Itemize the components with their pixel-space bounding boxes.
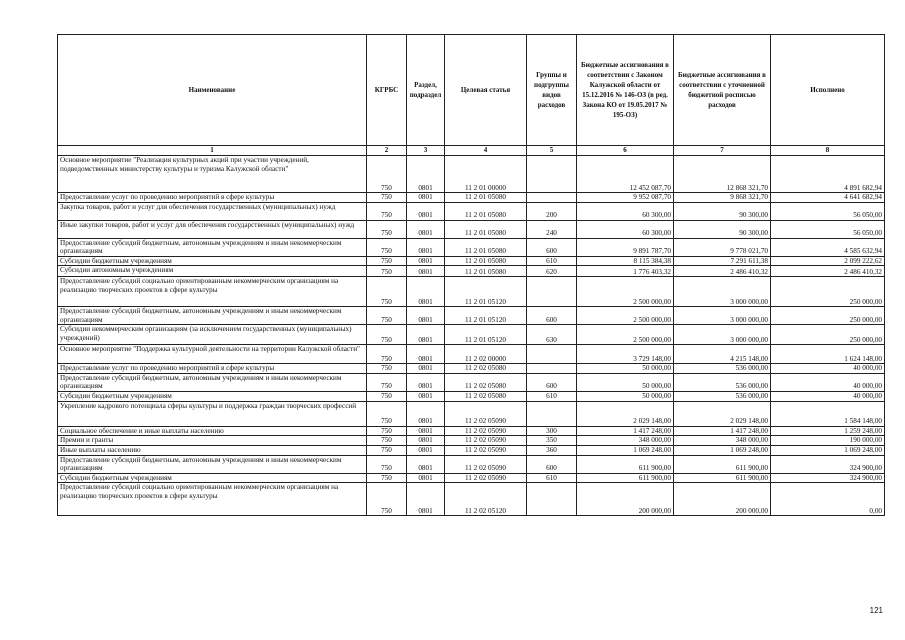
table-cell-assign-refined: 536 000,00 — [674, 364, 771, 374]
table-cell-section: 0801 — [407, 202, 445, 220]
table-cell-target: 11 2 01 05120 — [445, 325, 527, 345]
table-cell-target: 11 2 01 05080 — [445, 193, 527, 203]
table-row — [58, 455, 885, 473]
table-cell-assign-refined: 90 300,00 — [674, 220, 771, 238]
table-cell-group — [527, 277, 577, 307]
table-cell-target: 11 2 02 05090 — [445, 445, 527, 455]
table-cell-assign-refined: 1 069 248,00 — [674, 445, 771, 455]
table-cell-executed: 4 585 632,94 — [771, 238, 885, 256]
table-cell-executed: 56 050,00 — [771, 220, 885, 238]
table-cell-target: 11 2 02 05090 — [445, 473, 527, 483]
table-cell-section: 0801 — [407, 445, 445, 455]
table-cell-assign-law: 1 776 403,32 — [577, 266, 674, 277]
table-cell-kgrbs: 750 — [367, 325, 407, 345]
table-cell-kgrbs: 750 — [367, 401, 407, 426]
table-cell-name: Основное мероприятие "Реализация культурных акций при участии учреждений, подведомственных министерству культуры и туризма Калужской области" — [58, 156, 367, 193]
col-num: 1 — [58, 146, 367, 156]
header-assign-refined: Бюджетные ассигнования в соответствии с уточненной бюджетной росписью расходов — [674, 35, 771, 146]
table-cell-section: 0801 — [407, 325, 445, 345]
table-cell-assign-refined: 12 868 321,70 — [674, 156, 771, 193]
table-cell-assign-law: 12 452 087,70 — [577, 156, 674, 193]
table-cell-group: 610 — [527, 473, 577, 483]
table-cell-assign-refined: 7 291 611,38 — [674, 256, 771, 266]
table-cell-section: 0801 — [407, 307, 445, 325]
table-cell-assign-law: 50 000,00 — [577, 364, 674, 374]
table-row — [58, 307, 885, 325]
table-cell-assign-refined: 611 900,00 — [674, 473, 771, 483]
table-row — [58, 391, 885, 401]
table-cell-name: Укрепление кадрового потенциала сферы культуры и поддержка граждан творческих профессий — [58, 401, 367, 426]
header-kgrbs: КГРБС — [367, 35, 407, 146]
table-row — [58, 401, 885, 426]
table-cell-name: Субсидии некоммерческим организациям (за исключением государственных (муниципальных) учреждений) — [58, 325, 367, 345]
table-cell-group — [527, 193, 577, 203]
table-cell-assign-law: 611 900,00 — [577, 473, 674, 483]
table-cell-kgrbs: 750 — [367, 373, 407, 391]
table-cell-name: Предоставление субсидий бюджетным, автономным учреждениям и иным некоммерческим организациям — [58, 307, 367, 325]
table-cell-assign-law: 2 500 000,00 — [577, 325, 674, 345]
table-cell-executed: 2 099 222,62 — [771, 256, 885, 266]
table-cell-section: 0801 — [407, 277, 445, 307]
table-cell-section: 0801 — [407, 373, 445, 391]
table-cell-section: 0801 — [407, 193, 445, 203]
table-cell-section: 0801 — [407, 364, 445, 374]
table-cell-kgrbs: 750 — [367, 156, 407, 193]
header-groups: Группы и подгруппы видов расходов — [527, 35, 577, 146]
table-cell-kgrbs: 750 — [367, 238, 407, 256]
table-cell-target: 11 2 02 05090 — [445, 401, 527, 426]
budget-document — [57, 34, 885, 516]
table-cell-target: 11 2 01 05080 — [445, 266, 527, 277]
table-cell-executed: 40 000,00 — [771, 391, 885, 401]
table-cell-kgrbs: 750 — [367, 193, 407, 203]
table-cell-group: 300 — [527, 426, 577, 436]
table-header-row — [58, 35, 885, 146]
table-cell-section: 0801 — [407, 436, 445, 446]
table-cell-assign-law: 2 500 000,00 — [577, 277, 674, 307]
table-cell-group: 600 — [527, 455, 577, 473]
table-cell-name: Субсидии бюджетным учреждениям — [58, 473, 367, 483]
table-row — [58, 473, 885, 483]
col-num: 2 — [367, 146, 407, 156]
table-row — [58, 193, 885, 203]
table-cell-assign-law: 3 729 148,00 — [577, 345, 674, 364]
table-cell-section: 0801 — [407, 345, 445, 364]
table-cell-assign-law: 200 000,00 — [577, 483, 674, 516]
table-cell-group: 360 — [527, 445, 577, 455]
table-row — [58, 156, 885, 193]
table-cell-executed: 250 000,00 — [771, 307, 885, 325]
table-cell-section: 0801 — [407, 238, 445, 256]
table-cell-group: 350 — [527, 436, 577, 446]
table-row — [58, 277, 885, 307]
table-cell-assign-law: 60 300,00 — [577, 202, 674, 220]
table-cell-target: 11 2 01 00000 — [445, 156, 527, 193]
col-num: 8 — [771, 146, 885, 156]
col-num: 7 — [674, 146, 771, 156]
table-cell-name: Предоставление субсидий бюджетным, автономным учреждениям и иным некоммерческим организациям — [58, 238, 367, 256]
header-section: Раздел, подраздел — [407, 35, 445, 146]
table-row — [58, 220, 885, 238]
table-cell-target: 11 2 01 05080 — [445, 220, 527, 238]
table-cell-kgrbs: 750 — [367, 220, 407, 238]
table-cell-name: Субсидии автономным учреждениям — [58, 266, 367, 277]
table-cell-group — [527, 401, 577, 426]
table-cell-target: 11 2 02 05120 — [445, 483, 527, 516]
col-num: 4 — [445, 146, 527, 156]
table-cell-section: 0801 — [407, 483, 445, 516]
table-cell-name: Предоставление субсидий бюджетным, автономным учреждениям и иным некоммерческим организациям — [58, 455, 367, 473]
header-executed: Исполнено — [771, 35, 885, 146]
table-cell-group: 630 — [527, 325, 577, 345]
table-cell-assign-law: 1 417 248,00 — [577, 426, 674, 436]
table-cell-section: 0801 — [407, 391, 445, 401]
table-cell-target: 11 2 02 05080 — [445, 364, 527, 374]
table-cell-target: 11 2 02 05090 — [445, 426, 527, 436]
table-cell-assign-law: 9 952 087,70 — [577, 193, 674, 203]
table-row — [58, 238, 885, 256]
table-cell-group: 610 — [527, 391, 577, 401]
table-cell-kgrbs: 750 — [367, 473, 407, 483]
table-cell-section: 0801 — [407, 455, 445, 473]
table-cell-kgrbs: 750 — [367, 266, 407, 277]
table-cell-name: Предоставление субсидий бюджетным, автономным учреждениям и иным некоммерческим организациям — [58, 373, 367, 391]
table-cell-target: 11 2 02 05090 — [445, 436, 527, 446]
table-cell-target: 11 2 01 05080 — [445, 256, 527, 266]
table-cell-assign-law: 9 891 787,70 — [577, 238, 674, 256]
table-row — [58, 373, 885, 391]
table-cell-executed: 250 000,00 — [771, 277, 885, 307]
table-cell-kgrbs: 750 — [367, 345, 407, 364]
table-cell-executed: 1 624 148,00 — [771, 345, 885, 364]
table-cell-section: 0801 — [407, 220, 445, 238]
table-cell-name: Предоставление субсидий социально ориентированным некоммерческим организациям на реализацию творческих проектов в сфере культуры — [58, 277, 367, 307]
header-name: Наименование — [58, 35, 367, 146]
table-cell-assign-law: 50 000,00 — [577, 373, 674, 391]
table-cell-assign-refined: 1 417 248,00 — [674, 426, 771, 436]
table-cell-executed: 40 000,00 — [771, 364, 885, 374]
table-cell-executed: 324 900,00 — [771, 455, 885, 473]
table-cell-assign-refined: 200 000,00 — [674, 483, 771, 516]
table-row — [58, 266, 885, 277]
table-cell-group: 600 — [527, 307, 577, 325]
table-cell-target: 11 2 01 05080 — [445, 202, 527, 220]
table-cell-group: 600 — [527, 238, 577, 256]
table-cell-assign-refined: 2 029 148,00 — [674, 401, 771, 426]
table-cell-assign-refined: 536 000,00 — [674, 373, 771, 391]
table-cell-assign-refined: 3 000 000,00 — [674, 307, 771, 325]
table-cell-assign-refined: 4 215 148,00 — [674, 345, 771, 364]
table-cell-target: 11 2 02 05080 — [445, 391, 527, 401]
table-cell-target: 11 2 01 05120 — [445, 277, 527, 307]
table-row — [58, 483, 885, 516]
table-cell-assign-law: 2 029 148,00 — [577, 401, 674, 426]
table-cell-section: 0801 — [407, 156, 445, 193]
table-cell-name: Иные выплаты населению — [58, 445, 367, 455]
table-cell-executed: 1 584 148,00 — [771, 401, 885, 426]
col-num: 5 — [527, 146, 577, 156]
table-cell-group: 200 — [527, 202, 577, 220]
table-cell-executed: 250 000,00 — [771, 325, 885, 345]
table-cell-assign-law: 2 500 000,00 — [577, 307, 674, 325]
table-cell-name: Основное мероприятие "Поддержка культурной деятельности на территории Калужской области" — [58, 345, 367, 364]
table-cell-name: Предоставление услуг по проведению мероприятий в сфере культуры — [58, 364, 367, 374]
table-cell-name: Иные закупки товаров, работ и услуг для обеспечения государственных (муниципальных) нужд — [58, 220, 367, 238]
table-cell-assign-refined: 348 000,00 — [674, 436, 771, 446]
page-number: 121 — [869, 606, 883, 615]
table-cell-name: Предоставление субсидий социально ориентированным некоммерческим организациям на реализацию творческих проектов в сфере культуры — [58, 483, 367, 516]
header-assign-law: Бюджетные ассигнования в соответствии с Законом Калужской области от 15.12.2016 № 146-ОЗ (в ред. Закона КО от 19.05.2017 № 195-ОЗ) — [577, 35, 674, 146]
table-cell-group: 240 — [527, 220, 577, 238]
table-cell-assign-refined: 3 000 000,00 — [674, 325, 771, 345]
table-row — [58, 436, 885, 446]
table-cell-assign-law: 50 000,00 — [577, 391, 674, 401]
budget-table — [57, 34, 885, 516]
table-cell-kgrbs: 750 — [367, 445, 407, 455]
table-cell-executed: 56 050,00 — [771, 202, 885, 220]
table-cell-name: Субсидии бюджетным учреждениям — [58, 256, 367, 266]
table-cell-kgrbs: 750 — [367, 426, 407, 436]
table-cell-kgrbs: 750 — [367, 364, 407, 374]
table-cell-kgrbs: 750 — [367, 307, 407, 325]
table-row — [58, 364, 885, 374]
table-cell-executed: 1 069 248,00 — [771, 445, 885, 455]
table-row — [58, 345, 885, 364]
table-row — [58, 256, 885, 266]
table-cell-name: Премии и гранты — [58, 436, 367, 446]
table-cell-executed: 4 891 682,94 — [771, 156, 885, 193]
table-cell-assign-law: 348 000,00 — [577, 436, 674, 446]
table-cell-executed: 0,00 — [771, 483, 885, 516]
table-cell-target: 11 2 01 05080 — [445, 238, 527, 256]
table-cell-executed: 1 259 248,00 — [771, 426, 885, 436]
table-cell-group: 610 — [527, 256, 577, 266]
table-cell-assign-law: 611 900,00 — [577, 455, 674, 473]
table-cell-section: 0801 — [407, 473, 445, 483]
table-cell-target: 11 2 01 05120 — [445, 307, 527, 325]
table-cell-assign-refined: 2 486 410,32 — [674, 266, 771, 277]
table-row — [58, 426, 885, 436]
table-row — [58, 202, 885, 220]
header-target: Целевая статья — [445, 35, 527, 146]
table-cell-kgrbs: 750 — [367, 256, 407, 266]
table-cell-kgrbs: 750 — [367, 277, 407, 307]
table-cell-assign-refined: 9 868 321,70 — [674, 193, 771, 203]
table-cell-group: 620 — [527, 266, 577, 277]
table-cell-group — [527, 483, 577, 516]
table-cell-target: 11 2 02 05090 — [445, 455, 527, 473]
table-cell-name: Закупка товаров, работ и услуг для обеспечения государственных (муниципальных) нужд — [58, 202, 367, 220]
table-cell-group — [527, 364, 577, 374]
table-row — [58, 445, 885, 455]
table-cell-assign-refined: 9 778 021,70 — [674, 238, 771, 256]
table-cell-executed: 40 000,00 — [771, 373, 885, 391]
table-cell-section: 0801 — [407, 256, 445, 266]
table-cell-group: 600 — [527, 373, 577, 391]
table-cell-assign-refined: 3 000 000,00 — [674, 277, 771, 307]
col-num: 6 — [577, 146, 674, 156]
table-cell-group — [527, 345, 577, 364]
col-num: 3 — [407, 146, 445, 156]
table-cell-kgrbs: 750 — [367, 391, 407, 401]
table-cell-executed: 4 641 682,94 — [771, 193, 885, 203]
table-cell-assign-refined: 536 000,00 — [674, 391, 771, 401]
table-cell-section: 0801 — [407, 401, 445, 426]
table-cell-kgrbs: 750 — [367, 483, 407, 516]
table-cell-kgrbs: 750 — [367, 455, 407, 473]
table-cell-name: Социальное обеспечение и иные выплаты населению — [58, 426, 367, 436]
table-cell-name: Предоставление услуг по проведению мероприятий в сфере культуры — [58, 193, 367, 203]
table-cell-assign-law: 8 115 384,38 — [577, 256, 674, 266]
column-number-row — [58, 146, 885, 156]
table-row — [58, 325, 885, 345]
table-cell-kgrbs: 750 — [367, 202, 407, 220]
table-cell-target: 11 2 02 05080 — [445, 373, 527, 391]
table-cell-kgrbs: 750 — [367, 436, 407, 446]
table-cell-assign-law: 1 069 248,00 — [577, 445, 674, 455]
table-cell-name: Субсидии бюджетным учреждениям — [58, 391, 367, 401]
table-body — [58, 156, 885, 516]
table-cell-section: 0801 — [407, 266, 445, 277]
table-cell-target: 11 2 02 00000 — [445, 345, 527, 364]
table-cell-group — [527, 156, 577, 193]
table-cell-executed: 2 486 410,32 — [771, 266, 885, 277]
table-cell-assign-refined: 90 300,00 — [674, 202, 771, 220]
table-cell-section: 0801 — [407, 426, 445, 436]
table-cell-executed: 190 000,00 — [771, 436, 885, 446]
table-cell-executed: 324 900,00 — [771, 473, 885, 483]
table-cell-assign-law: 60 300,00 — [577, 220, 674, 238]
table-cell-assign-refined: 611 900,00 — [674, 455, 771, 473]
